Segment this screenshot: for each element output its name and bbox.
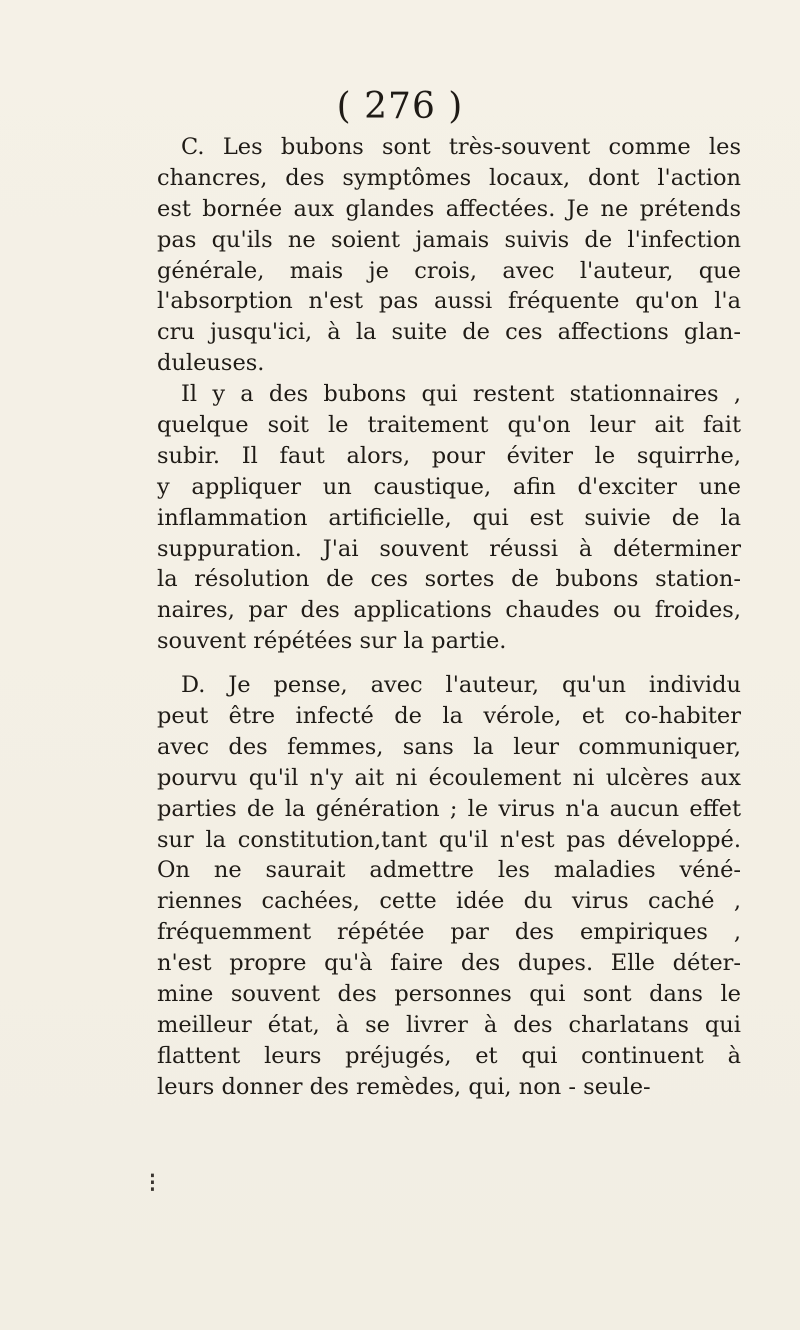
- text-line: suppuration. J'ai souvent réussi à déterminer: [157, 535, 741, 562]
- text-line: est bornée aux glandes affectées. Je ne prétends: [157, 195, 741, 222]
- text-line: On ne saurait admettre les maladies véné-: [157, 857, 741, 884]
- text-line: mine souvent des personnes qui sont dans le: [157, 981, 741, 1008]
- body-text: [157, 132, 741, 1103]
- text-line: leurs donner des remèdes, qui, non - seule-: [157, 1073, 651, 1100]
- text-line: quelque soit le traitement qu'on leur ait fait: [157, 412, 741, 439]
- print-mark-icon: ⁝: [148, 1166, 157, 1199]
- text-line: riennes cachées, cette idée du virus caché ,: [157, 888, 741, 915]
- text-line: n'est propre qu'à faire des dupes. Elle déter-: [157, 950, 741, 977]
- text-line: chancres, des symptômes locaux, dont l'action: [157, 164, 741, 191]
- text-line: sur la constitution,tant qu'il n'est pas développé.: [157, 826, 741, 853]
- paragraph-gap: [157, 657, 741, 670]
- text-line: C. Les bubons sont très-souvent comme les: [181, 134, 741, 160]
- text-line: naires, par des applications chaudes ou froides,: [157, 597, 741, 624]
- text-line: fréquemment répétée par des empiriques ,: [157, 919, 741, 946]
- text-line: l'absorption n'est pas aussi fréquente qu'on l'a: [157, 288, 741, 315]
- text-line: peut être infecté de la vérole, et co-habiter: [157, 703, 741, 730]
- paragraph-c: [157, 132, 741, 379]
- text-line: Il y a des bubons qui restent stationnaires ,: [181, 381, 741, 408]
- text-line: flattent leurs préjugés, et qui continuent à: [157, 1042, 741, 1069]
- paragraph-bubons: [157, 379, 741, 657]
- paragraph-d: [157, 670, 741, 1102]
- text-line: pourvu qu'il n'y ait ni écoulement ni ulcères aux: [157, 764, 741, 791]
- text-line: meilleur état, à se livrer à des charlatans qui: [157, 1011, 741, 1038]
- text-line: D. Je pense, avec l'auteur, qu'un individu: [181, 672, 741, 699]
- text-line: avec des femmes, sans la leur communiquer,: [157, 733, 741, 760]
- page-number: ( 276 ): [336, 86, 464, 127]
- text-line: la résolution de ces sortes de bubons station-: [157, 566, 741, 593]
- text-line: parties de la génération ; le virus n'a aucun effet: [157, 795, 741, 822]
- text-line: y appliquer un caustique, afin d'exciter une: [157, 473, 741, 500]
- text-line: cru jusqu'ici, à la suite de ces affections glan-: [157, 319, 741, 346]
- text-line: duleuses.: [157, 350, 265, 377]
- text-line: générale, mais je crois, avec l'auteur, que: [157, 257, 741, 284]
- text-line: souvent répétées sur la partie.: [157, 628, 507, 655]
- text-line: subir. Il faut alors, pour éviter le squirrhe,: [157, 442, 741, 469]
- text-line: pas qu'ils ne soient jamais suivis de l'infection: [157, 226, 741, 253]
- text-line: inflammation artificielle, qui est suivie de la: [157, 504, 741, 531]
